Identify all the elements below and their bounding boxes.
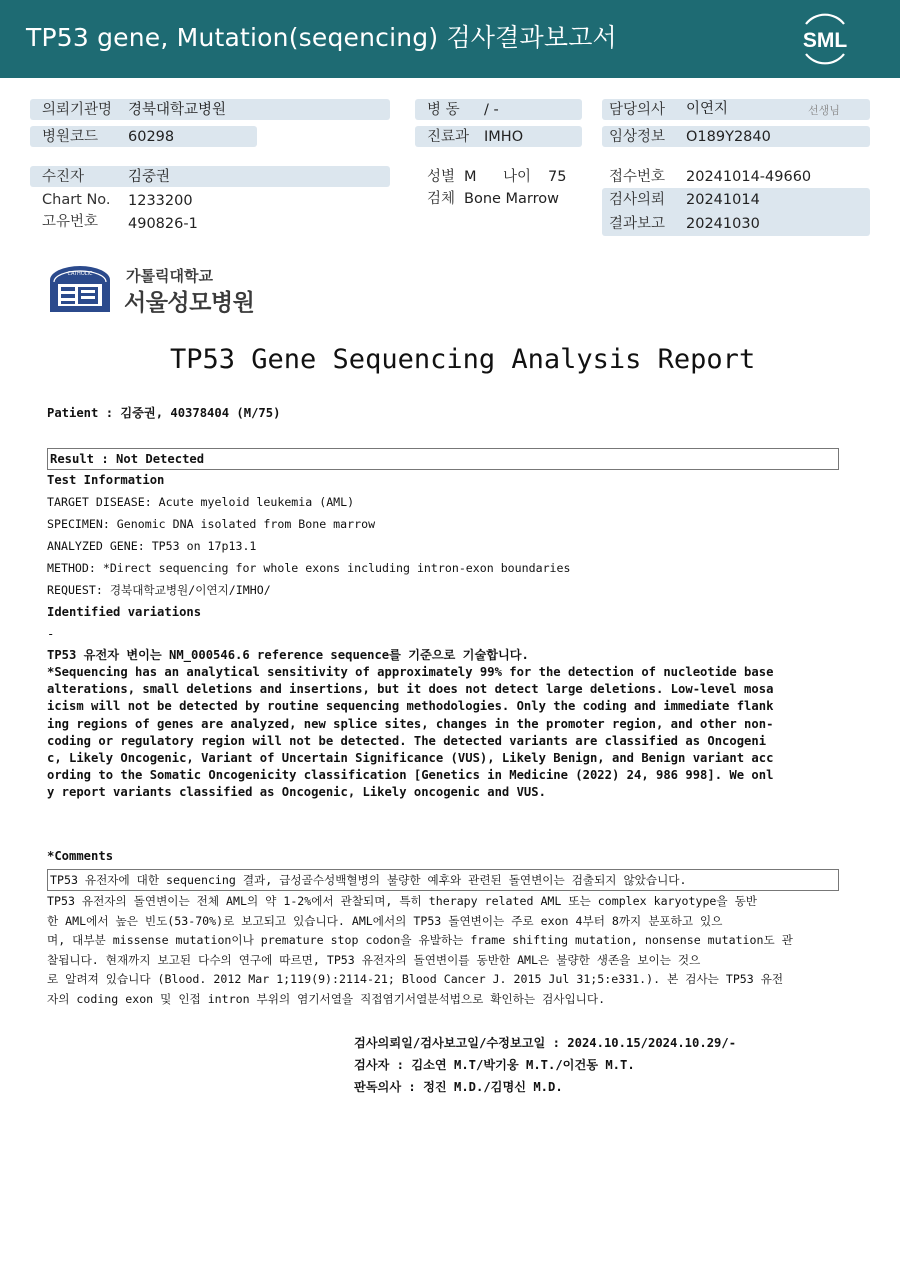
unique-value: 490826-1: [128, 216, 198, 232]
analyzed-gene: ANALYZED GENE: TP53 on 17p13.1: [47, 539, 257, 553]
patient-line: Patient : 김중권, 40378404 (M/75): [47, 406, 281, 420]
comment-paragraph-line: 며, 대부분 missense mutation이나 premature stop codon을 유발하는 frame shifting mutation, nonsense mutation도 관: [47, 933, 793, 948]
comment-paragraph: [47, 892, 837, 1010]
comment-paragraph-line: TP53 유전자의 돌연변이는 전체 AML의 약 1-2%에서 관찰되며, 특히 therapy related AML 또는 complex karyotype을 동반: [47, 894, 757, 908]
method-paragraph-line: y report variants classified as Oncogenic, Likely oncogenic and VUS.: [47, 785, 546, 800]
hospital-code-label: 병원코드: [42, 129, 99, 145]
sml-logo: [796, 12, 854, 66]
target-disease: TARGET DISEASE: Acute myeloid leukemia (AML): [47, 495, 355, 509]
result-text: Result : Not Detected: [50, 452, 205, 466]
method-paragraph-line: coding or regulatory region will not be detected. The detected variants are classified as Oncogeni: [47, 733, 767, 748]
report-header: [0, 0, 900, 78]
clinical-info-label: 임상정보: [609, 129, 666, 145]
comment-paragraph-line: 자의 coding exon 및 인접 intron 부위의 염기서열을 직접염기서열분석법으로 확인하는 검사입니다.: [47, 991, 606, 1006]
result-date-value: 20241030: [686, 216, 760, 232]
comments-heading: *Comments: [47, 849, 114, 863]
identified-value: -: [47, 627, 55, 641]
clinic-label: 진료과: [427, 129, 470, 145]
header-title: TP53 gene, Mutation(seqencing) 검사결과보고서: [26, 23, 617, 52]
doctor-value: 이연지: [686, 101, 729, 117]
hospital-name-large: 서울성모병원: [124, 290, 255, 316]
identified-heading: Identified variations: [47, 605, 202, 619]
chart-value: 1233200: [128, 193, 193, 209]
reference-note: TP53 유전자 변이는 NM_000546.6 reference sequence를 기준으로 기술합니다.: [47, 648, 529, 662]
comment-box-text: TP53 유전자에 대한 sequencing 결과, 급성골수성백혈병의 불량한 예후와 관련된 돌연변이는 검출되지 않았습니다.: [50, 873, 687, 887]
hospital-name-small: 가톨릭대학교: [126, 267, 213, 285]
comment-paragraph-line: 로 알려져 있습니다 (Blood. 2012 Mar 1;119(9):2114-21; Blood Cancer J. 2015 Jul 31;5:e331.). 본 검사는 TP53 유전: [47, 972, 784, 987]
age-value: 75: [548, 169, 567, 185]
method-paragraph-line: icism will not be detected by routine sequencing methodologies. Only the coding and immediate flank: [47, 699, 774, 714]
specimen-line: SPECIMEN: Genomic DNA isolated from Bone marrow: [47, 517, 376, 531]
specimen-label: 검체: [427, 191, 456, 207]
institution-label: 의뢰기관명: [42, 102, 113, 118]
hospital-code-value: 60298: [128, 129, 175, 145]
receipt-label: 접수번호: [609, 169, 666, 185]
svg-text:CATHOLIC: CATHOLIC: [67, 271, 93, 277]
clinic-value: IMHO: [484, 129, 524, 145]
chart-label: Chart No.: [42, 192, 111, 208]
comment-paragraph-line: 한 AML에서 높은 빈도(53-70%)로 보고되고 있습니다. AML에서의 TP53 돌연변이는 주로 exon 4부터 8까지 분포하고 있으: [47, 913, 723, 928]
test-info-heading: Test Information: [47, 473, 165, 487]
age-label: 나이: [503, 169, 532, 185]
method-paragraph-line: *Sequencing has an analytical sensitivity of approximately 99% for the detection of nucleotide base: [47, 665, 774, 679]
specimen-value: Bone Marrow: [464, 191, 560, 207]
request-label: 검사의뢰: [609, 192, 666, 208]
doctor-label: 담당의사: [609, 102, 666, 118]
sex-value: M: [464, 169, 477, 185]
method-paragraph-line: c, Likely Oncogenic, Variant of Uncertain Significance (VUS), Likely Benign, and Benign variant acc: [47, 751, 774, 766]
hospital-emblem-icon: [46, 264, 114, 314]
signoff-dates: 검사의뢰일/검사보고일/수정보고일 : 2024.10.15/2024.10.29/-: [354, 1036, 737, 1050]
method-paragraph-line: alterations, small deletions and insertions, but it does not detect large deletions. Low-level mosa: [47, 682, 774, 697]
receipt-value: 20241014-49660: [686, 169, 812, 185]
dept-value: / -: [484, 102, 499, 118]
dept-label: 병 동: [427, 102, 460, 118]
signoff-examiners: 검사자 : 김소연 M.T/박기웅 M.T./이건동 M.T.: [354, 1058, 635, 1072]
result-date-label: 결과보고: [609, 216, 666, 232]
patient-label: 수진자: [42, 169, 85, 185]
request-value: 20241014: [686, 192, 760, 208]
patient-value: 김중권: [128, 169, 171, 185]
comment-paragraph-line: 찰됩니다. 현재까지 보고된 다수의 연구에 따르면, TP53 유전자의 돌연변이를 동반한 AML은 불량한 생존을 보이는 것으: [47, 952, 701, 967]
method-paragraph: [47, 664, 837, 802]
sex-label: 성별: [427, 169, 456, 185]
institution-value: 경북대학교병원: [128, 102, 227, 118]
request-line: REQUEST: 경북대학교병원/이연지/IMHO/: [47, 583, 271, 597]
doctor-suffix: 선생님: [808, 104, 840, 117]
signoff-doctors: 판독의사 : 정진 M.D./김명신 M.D.: [354, 1080, 563, 1094]
method-line: METHOD: *Direct sequencing for whole exons including intron-exon boundaries: [47, 561, 571, 575]
report-title: TP53 Gene Sequencing Analysis Report: [170, 344, 756, 375]
unique-label: 고유번호: [42, 214, 99, 230]
method-paragraph-line: ing regions of genes are analyzed, new splice sites, changes in the promoter region, and other non-: [47, 716, 774, 731]
svg-text:SML: SML: [802, 29, 848, 52]
method-paragraph-line: ording to the Somatic Oncogenicity classification [Genetics in Medicine (2022) 24, 986 998]. We onl: [47, 768, 774, 783]
clinical-info-value: O189Y2840: [686, 129, 771, 145]
